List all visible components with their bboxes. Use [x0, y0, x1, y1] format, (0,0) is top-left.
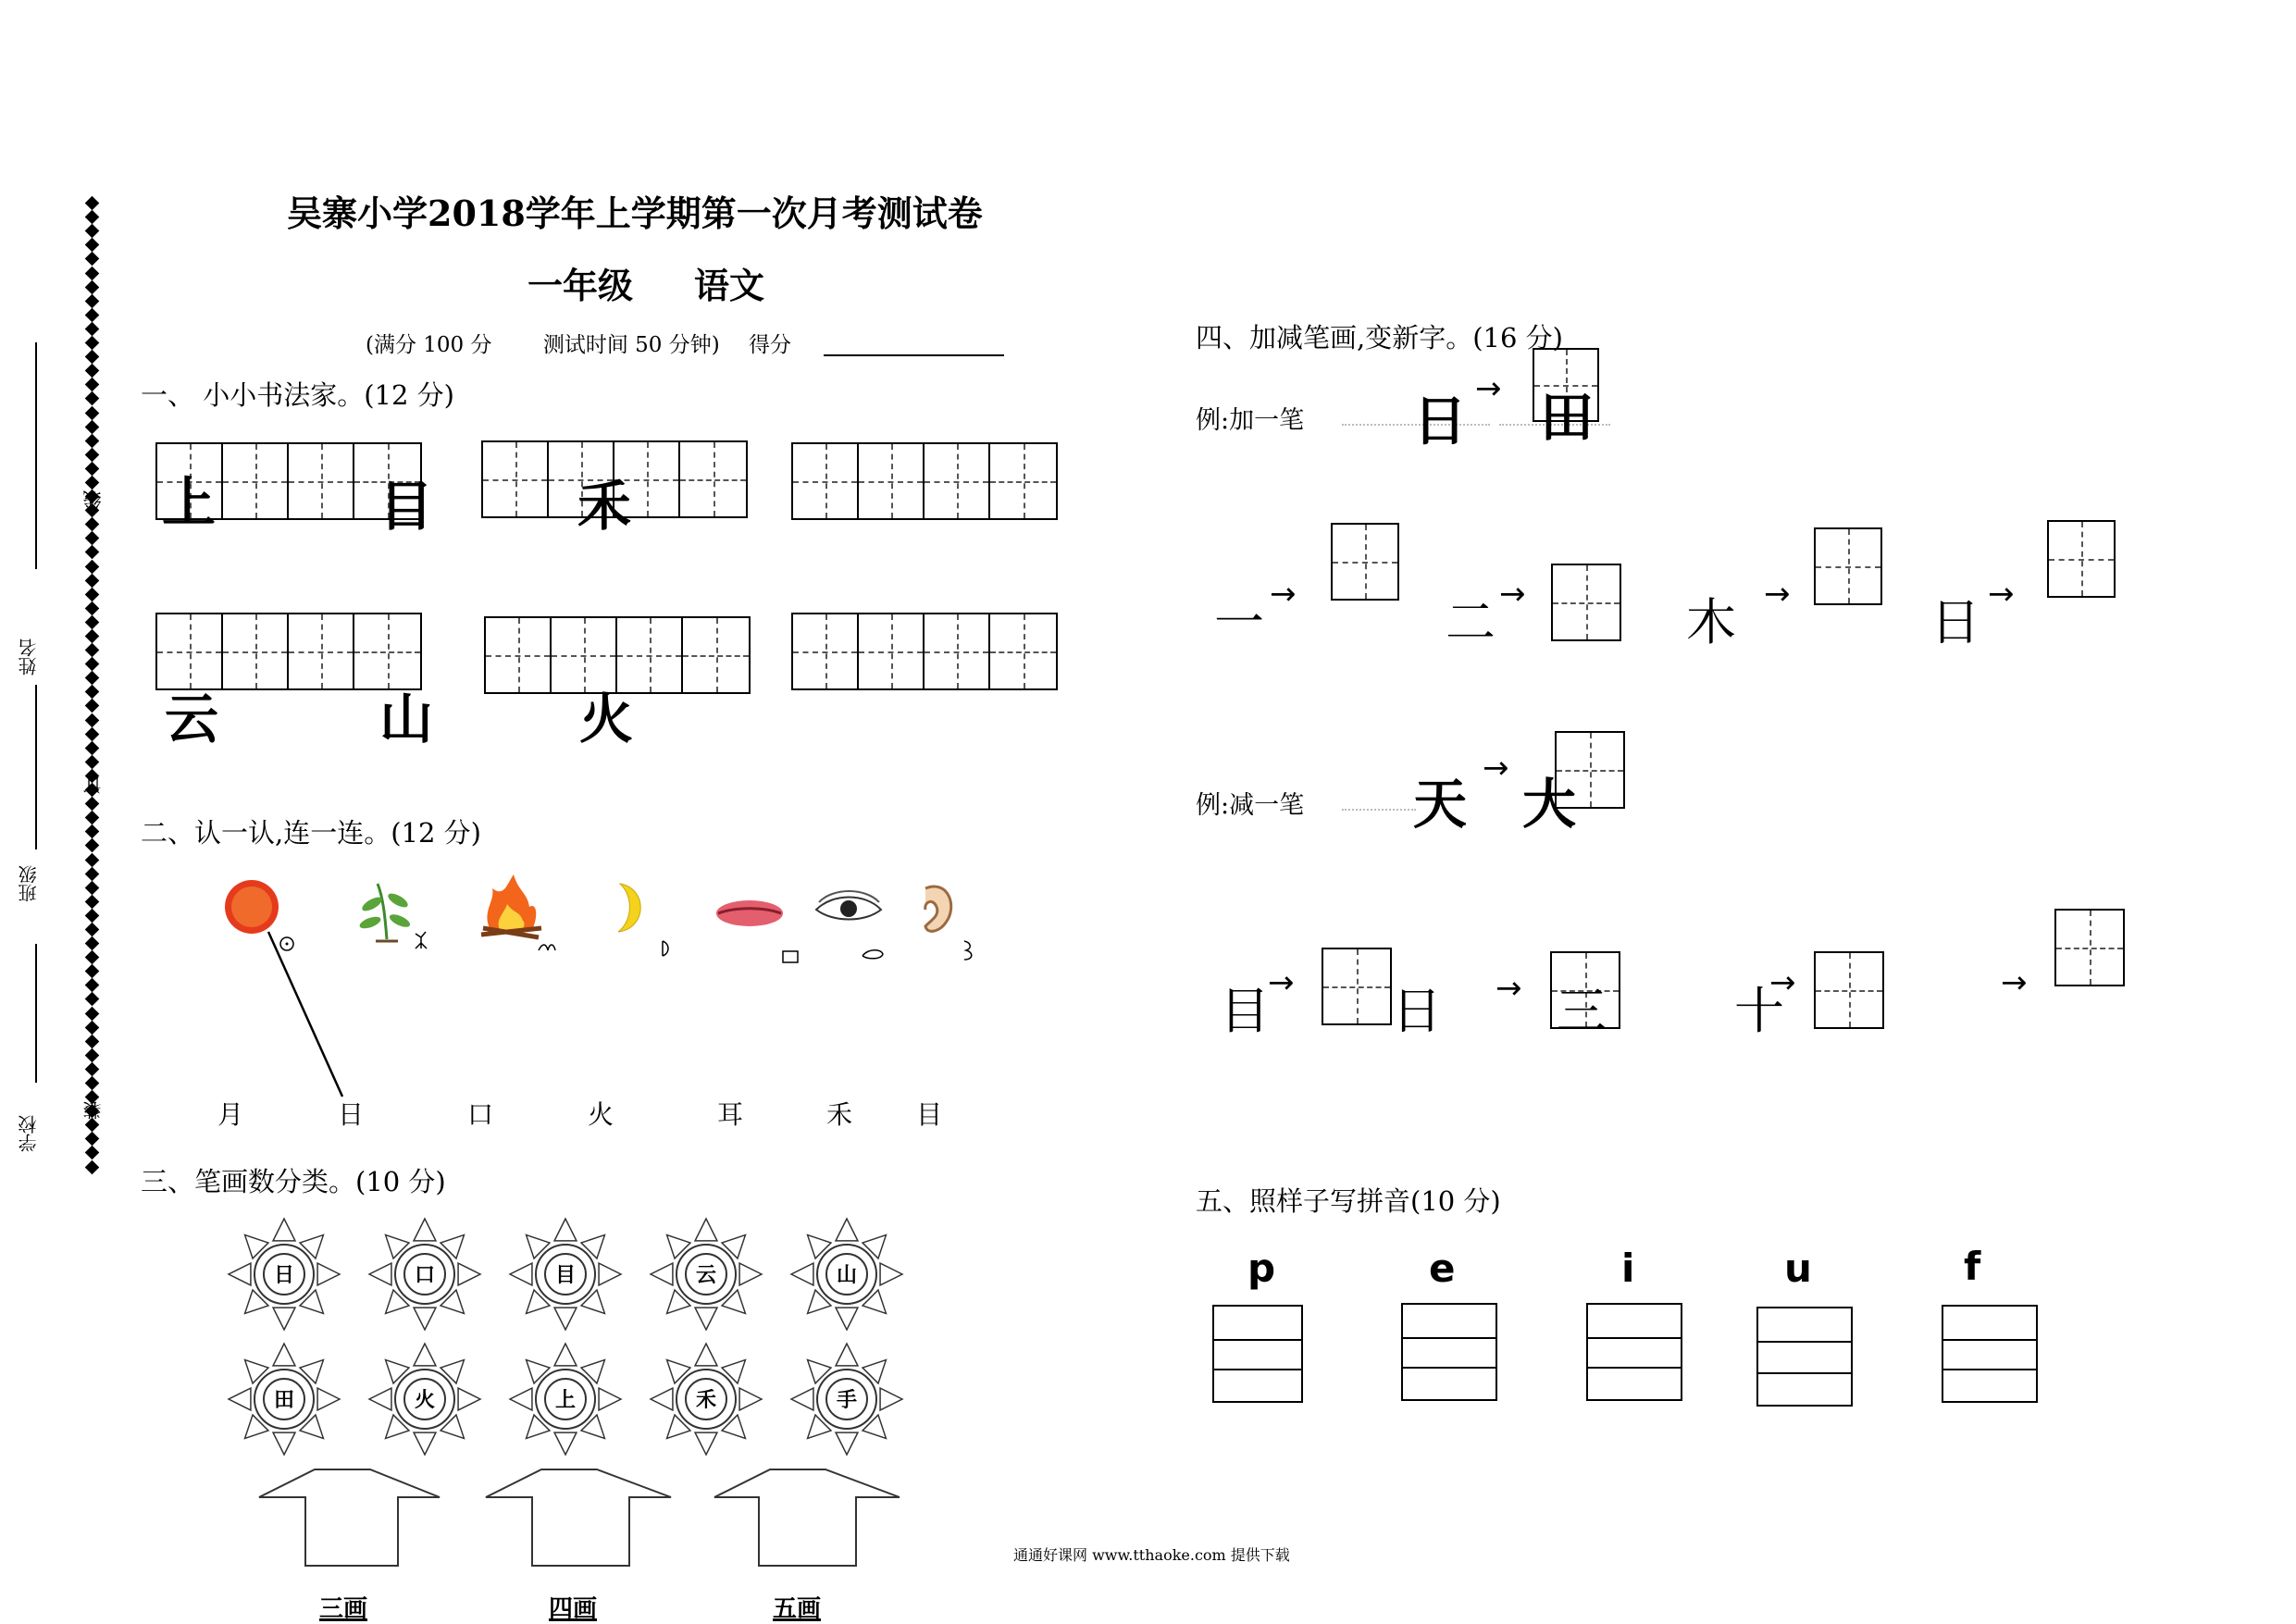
sun-char-text: 日 [273, 1263, 295, 1287]
answer-row [217, 1095, 976, 1132]
diamond-mark [84, 1076, 99, 1091]
diamond-mark [84, 293, 99, 308]
sub-answer-box-3[interactable] [1814, 951, 1884, 1029]
diamond-mark [84, 308, 99, 323]
copy-char-yun: 云 [165, 688, 219, 750]
sun-ray [599, 1388, 621, 1410]
diamond-mark [84, 615, 99, 630]
diamond-mark [84, 336, 99, 351]
diamond-mark [84, 1146, 99, 1160]
sun-ray [554, 1219, 577, 1241]
sun-ray [836, 1344, 858, 1366]
arrow-icon: → [1499, 576, 1526, 613]
category-label-wu: 五画 [773, 1595, 822, 1623]
diamond-mark [84, 895, 99, 910]
arrow-icon: → [1764, 576, 1791, 613]
arrow-icon: → [1475, 370, 1502, 407]
diamond-mark [84, 726, 99, 741]
name-blank-line-top[interactable] [35, 342, 37, 569]
example-sub-to: 大 [1522, 773, 1577, 836]
arrow-icon: → [1268, 964, 1295, 1001]
sun-ray [880, 1388, 902, 1410]
sun-ray [369, 1388, 391, 1410]
school-label: 学校 [18, 1115, 40, 1152]
diamond-mark [84, 755, 99, 770]
sun-character[interactable] [224, 1339, 344, 1459]
sun-ray [836, 1432, 858, 1455]
diamond-mark [84, 866, 99, 881]
arrow-icon: → [1483, 750, 1509, 787]
add-item-er: 二 [1446, 593, 1496, 651]
sun-char-text: 目 [554, 1263, 577, 1287]
diamond-mark [84, 1006, 99, 1021]
sun-ray [836, 1308, 858, 1330]
diamond-mark [84, 699, 99, 713]
sun-ray [554, 1432, 577, 1455]
sun-ray [554, 1308, 577, 1330]
sun-ray [791, 1263, 813, 1285]
section4-heading: 四、加减笔画,变新字。(16 分) [1196, 322, 1563, 353]
dotted-line [1342, 809, 1416, 811]
diamond-mark [84, 210, 99, 225]
grade-label: 一年级 [527, 265, 634, 306]
category-arrow-2[interactable] [486, 1469, 671, 1566]
diamond-mark [84, 1048, 99, 1063]
diamond-mark [84, 740, 99, 755]
diamond-mark [84, 1062, 99, 1077]
score-label: 得分 [749, 333, 791, 357]
copy-char-he: 禾 [577, 475, 632, 538]
diamond-mark [84, 252, 99, 267]
pinyin-letter-i: i [1621, 1246, 1635, 1291]
sun-ray [273, 1432, 295, 1455]
class-label: 班级 [18, 865, 40, 902]
name-label: 姓名 [18, 638, 40, 676]
arrow-icon: → [2001, 964, 2028, 1001]
sun-ray [651, 1263, 673, 1285]
category-label-san: 三画 [319, 1595, 368, 1623]
diamond-mark [84, 462, 99, 477]
example-add-from: 日 [1413, 390, 1468, 452]
add-answer-box-3[interactable] [1814, 527, 1882, 605]
diamond-mark [84, 838, 99, 853]
mouth-picture[interactable] [716, 900, 798, 962]
diamond-mark [84, 433, 99, 448]
diamond-mark [84, 964, 99, 979]
sun-ray [739, 1263, 762, 1285]
sun-character[interactable] [787, 1214, 907, 1334]
sun-ray [369, 1263, 391, 1285]
pinyin-box-5[interactable] [1942, 1305, 2038, 1403]
diamond-mark [84, 1020, 99, 1035]
diamond-mark [84, 657, 99, 672]
diamond-mark [84, 266, 99, 280]
sun-ray [695, 1432, 717, 1455]
diamond-mark [84, 350, 99, 365]
sun-ray [229, 1263, 251, 1285]
example-add-label: 例:加一笔 [1196, 406, 1305, 435]
add-answer-box-1[interactable] [1331, 523, 1399, 601]
category-arrow-1[interactable] [259, 1469, 440, 1566]
diamond-mark [84, 601, 99, 616]
diamond-mark [84, 992, 99, 1007]
diamond-mark [84, 797, 99, 812]
section2-heading: 二、认一认,连一连。(12 分) [141, 817, 481, 849]
sun-ray [273, 1344, 295, 1366]
example-sub-label: 例:减一笔 [1196, 791, 1305, 820]
sun-ray [273, 1308, 295, 1330]
sun-ray [695, 1219, 717, 1241]
sun-character[interactable] [646, 1214, 766, 1334]
exam-meta [366, 328, 791, 358]
sun-char-text: 上 [554, 1388, 577, 1412]
sun-ray [414, 1344, 436, 1366]
copy-char-shan: 山 [379, 688, 434, 750]
answer-ri[interactable]: 日 [338, 1099, 365, 1130]
diamond-mark [84, 419, 99, 434]
answer-kou[interactable]: 口 [467, 1099, 494, 1130]
diamond-mark [84, 713, 99, 727]
sun-ray [791, 1388, 813, 1410]
sun-character[interactable] [646, 1339, 766, 1459]
sun-char-text: 口 [414, 1263, 436, 1287]
diamond-mark [84, 587, 99, 601]
sun-ray [880, 1263, 902, 1285]
sun-ray [510, 1263, 532, 1285]
diamond-mark [84, 909, 99, 924]
diamond-mark [84, 936, 99, 951]
sun-ray [695, 1344, 717, 1366]
diamond-mark [84, 1159, 99, 1174]
binding-line-diamonds [80, 194, 104, 1425]
diamond-mark [84, 476, 99, 490]
sub-item-mu: 目 [1220, 982, 1270, 1040]
full-score-text: (满分 100 分 [366, 333, 492, 357]
diamond-mark [84, 279, 99, 294]
pinyin-box-1[interactable] [1212, 1305, 1303, 1403]
diamond-mark [84, 643, 99, 658]
diamond-mark [84, 391, 99, 406]
arrow-icon: → [1769, 964, 1796, 1001]
answer-yue[interactable]: 月 [217, 1099, 244, 1130]
footer-source: 通通好课网 www.tthaoke.com 提供下载 [1013, 1546, 1290, 1564]
diamond-mark [84, 811, 99, 825]
sun-char-text: 火 [414, 1388, 436, 1412]
pinyin-box-3[interactable] [1586, 1303, 1682, 1401]
copy-char-shang: 上 [162, 471, 217, 534]
answer-huo[interactable]: 火 [588, 1099, 614, 1130]
diamond-mark [84, 852, 99, 867]
sun-ray [739, 1388, 762, 1410]
sun-ray [317, 1263, 340, 1285]
section5-heading: 五、照样子写拼音(10 分) [1196, 1185, 1501, 1217]
pinyin-box-2[interactable] [1401, 1303, 1497, 1401]
sub-item-shi: 十 [1734, 982, 1784, 1040]
sun-character[interactable] [505, 1339, 626, 1459]
answer-he[interactable]: 禾 [826, 1099, 853, 1130]
sub-answer-box-1[interactable] [1322, 948, 1392, 1025]
pinyin-letter-e: e [1429, 1246, 1456, 1291]
arrow-icon: → [1988, 576, 2015, 613]
sun-character[interactable] [365, 1339, 485, 1459]
match-line-sun-ri[interactable] [268, 932, 342, 1097]
diamond-mark [84, 923, 99, 937]
sun-ray [554, 1344, 577, 1366]
diamond-mark [84, 573, 99, 588]
matching-pictures [213, 865, 999, 1115]
copy-char-huo: 火 [579, 688, 634, 750]
subject-label: 语文 [694, 265, 765, 306]
pinyin-letter-f: f [1964, 1244, 1981, 1289]
add-item-yi: 一 [1214, 593, 1264, 651]
moon-picture[interactable] [618, 884, 668, 956]
fire-picture[interactable] [481, 874, 555, 950]
arrow-icon: → [1496, 970, 1522, 1007]
diamond-mark [84, 1034, 99, 1048]
add-answer-box-2[interactable] [1551, 564, 1621, 641]
diamond-mark [84, 364, 99, 378]
sun-character[interactable] [505, 1214, 626, 1334]
sun-char-text: 田 [273, 1388, 295, 1412]
sun-ray [414, 1432, 436, 1455]
diamond-mark [84, 196, 99, 211]
diamond-mark [84, 1118, 99, 1133]
sub-item-ri: 日 [1392, 982, 1442, 1040]
class-blank-line[interactable] [35, 944, 37, 1083]
diamond-mark [84, 671, 99, 686]
sun-ray [651, 1388, 673, 1410]
writing-grid-3[interactable] [791, 442, 1058, 520]
section3-heading: 三、笔画数分类。(10 分) [141, 1166, 446, 1197]
diamond-mark [84, 545, 99, 560]
section1-heading: 一、 小小书法家。(12 分) [141, 379, 454, 411]
example-sub-from: 天 [1413, 773, 1468, 836]
time-text: 测试时间 50 分钟) [542, 333, 720, 357]
sun-ray [599, 1263, 621, 1285]
diamond-mark [84, 224, 99, 239]
exam-title: 吴寨小学2018学年上学期第一次月考测试卷 [287, 192, 983, 234]
copy-char-mu: 目 [379, 475, 434, 538]
diamond-mark [84, 517, 99, 532]
binding-label-ding: 订 [82, 775, 105, 794]
diamond-mark [84, 629, 99, 644]
category-label-si: 四画 [549, 1595, 598, 1623]
sub-answer-box-4[interactable] [2054, 909, 2125, 986]
arrow-icon: → [1270, 576, 1297, 613]
answer-mu[interactable]: 目 [916, 1099, 943, 1130]
sun-character[interactable] [787, 1339, 907, 1459]
diamond-mark [84, 322, 99, 337]
add-answer-box-4[interactable] [2047, 520, 2116, 598]
name-blank-line[interactable] [35, 685, 37, 849]
category-arrows [250, 1462, 916, 1573]
sun-character-group [224, 1214, 927, 1464]
diamond-mark [84, 405, 99, 420]
binding-label-zhuang: 装 [82, 1101, 105, 1120]
pinyin-box-4[interactable] [1756, 1307, 1853, 1407]
sun-picture[interactable] [225, 880, 293, 950]
diamond-mark [84, 950, 99, 965]
sun-char-text: 云 [695, 1263, 717, 1287]
answer-er[interactable]: 耳 [717, 1099, 744, 1130]
eye-picture[interactable] [816, 891, 883, 959]
sun-ray [510, 1388, 532, 1410]
sun-ray [836, 1219, 858, 1241]
add-item-mu: 木 [1686, 593, 1736, 651]
diamond-mark [84, 880, 99, 895]
sun-character[interactable] [365, 1214, 485, 1334]
diamond-mark [84, 448, 99, 463]
sun-ray [458, 1263, 480, 1285]
sun-ray [229, 1388, 251, 1410]
category-arrow-3[interactable] [714, 1469, 900, 1566]
sub-item-san: 三 [1557, 982, 1607, 1040]
score-field[interactable] [824, 354, 1004, 356]
diamond-mark [84, 559, 99, 574]
sun-character[interactable] [224, 1214, 344, 1334]
sun-char-text: 禾 [695, 1388, 717, 1412]
add-item-ri: 日 [1930, 593, 1980, 651]
example-add-to: 田 [1540, 386, 1595, 449]
sun-ray [695, 1308, 717, 1330]
grain-picture[interactable] [358, 884, 427, 948]
sun-ray [414, 1308, 436, 1330]
pinyin-letter-u: u [1784, 1246, 1812, 1291]
sun-ray [414, 1219, 436, 1241]
sun-char-text: 手 [836, 1388, 858, 1412]
binding-label-xian: 线 [82, 490, 105, 509]
sun-ray [458, 1388, 480, 1410]
sun-char-text: 山 [836, 1263, 858, 1287]
sun-ray [317, 1388, 340, 1410]
sun-ray [273, 1219, 295, 1241]
ear-picture[interactable] [925, 886, 972, 960]
pinyin-letter-p: p [1247, 1246, 1276, 1291]
writing-grid-6[interactable] [791, 613, 1058, 690]
